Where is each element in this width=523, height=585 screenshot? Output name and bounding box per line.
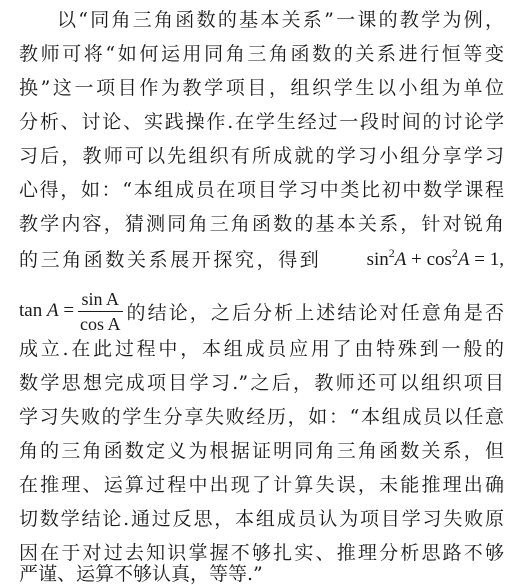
paragraph-line-16: 因在于对过去知识掌握不够扎实、推理分析思路不够 <box>19 542 504 564</box>
paragraph-line-13: 角的三角函数定义为根据证明同角三角函数关系，但 <box>19 440 504 462</box>
identity-formula: $\sin^2A + \cos^2A = 1$, <box>366 246 504 270</box>
paragraph-line-6: 心得，如：“本组成员在项目学习中类比初中数学课程 <box>19 179 504 201</box>
paragraph-line-15: 切数学结论.通过反思，本组成员认为项目学习失败原 <box>19 508 504 530</box>
paragraph-line-2: 教师可将“如何运用同角三角函数的关系进行恒等变 <box>19 43 504 65</box>
fraction-numerator: sin A <box>81 288 120 309</box>
paragraph-line-14: 在推理、运算过程中出现了计算失误，未能推理出确 <box>19 474 504 496</box>
fraction-denominator: cos A <box>80 313 121 334</box>
paragraph-line-7: 教学内容，猜测同角三角函数的基本关系，针对锐角 <box>19 213 504 235</box>
paragraph-line-11: 数学思想完成项目学习.”之后，教师还可以组织项目 <box>19 372 504 394</box>
paragraph-line-17: 严谨、运算不够认真，等等.” <box>19 563 263 585</box>
paragraph-line-5: 习后，教师可以先组织有所成就的学习小组分享学习 <box>19 145 504 167</box>
line-8-text: 的三角函数关系展开探究，得到 <box>19 249 322 271</box>
paragraph-line-1: 以“同角三角函数的基本关系”一课的教学为例， <box>57 9 504 31</box>
tan-formula: tan A = <box>19 300 75 321</box>
paragraph-line-8 <box>19 243 504 277</box>
paragraph-line-10: 成立.在此过程中，本组成员应用了由特殊到一般的 <box>19 338 504 360</box>
paragraph-line-4: 分析、讨论、实践操作.在学生经过一段时间的讨论学 <box>19 111 504 133</box>
line-9-text: 的结论，之后分析上述结论对任意角是否 <box>126 301 504 324</box>
paragraph-line-12: 学习失败的学生分享失败经历，如：“本组成员以任意 <box>19 406 504 428</box>
fraction <box>78 287 123 336</box>
paragraph-line-3: 换”这一项目作为教学项目，组织学生以小组为单位 <box>19 77 504 99</box>
